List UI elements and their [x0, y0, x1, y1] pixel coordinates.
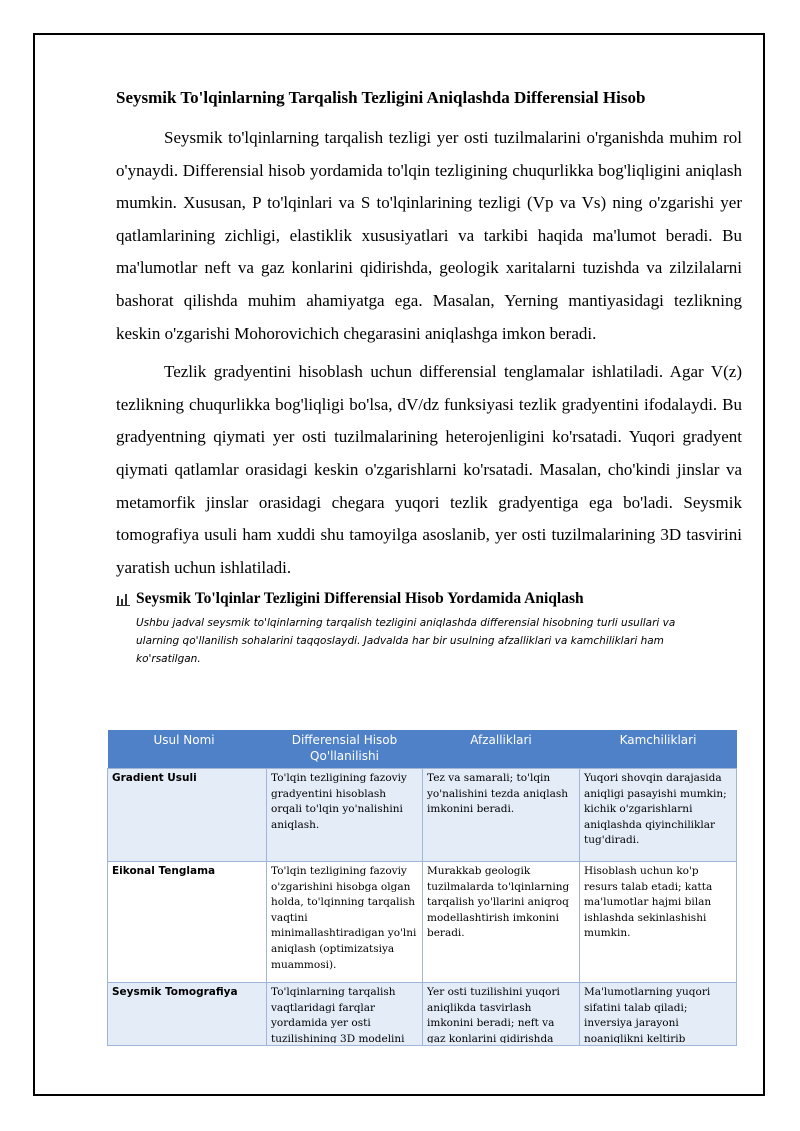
- table-cell: [423, 983, 580, 1046]
- table-cell: Murakkab geologik tuzilmalarda to'lqinlarning tarqalish yo'llarini aniqroq modellashtirish imkonini beradi.: [423, 862, 580, 983]
- document-body: [116, 88, 742, 668]
- cell-text: Ma'lumotlarning yuqori sifatini talab qiladi; inversiya jarayoni noaniqlikni keltirib: [584, 986, 711, 1043]
- method-name-cell: Gradient Usuli: [108, 769, 267, 862]
- header-cell: Afzalliklari: [423, 730, 580, 769]
- cell-text: Seysmik Tomografiya: [112, 986, 238, 998]
- methods-table: [107, 730, 737, 1046]
- method-name-cell: Eikonal Tenglama: [108, 862, 267, 983]
- method-name-cell: [108, 983, 267, 1046]
- table-title: Seysmik To'lqinlar Tezligini Differensial Hisob Yordamida Aniqlash: [136, 590, 584, 608]
- table-cell: Hisoblash uchun ko'p resurs talab etadi; katta ma'lumotlar hajmi bilan ishlashda sekinlashishi mumkin.: [580, 862, 737, 983]
- table-cell: Tez va samarali; to'lqin yo'nalishini tezda aniqlash imkonini beradi.: [423, 769, 580, 862]
- paragraph-1: Seysmik to'lqinlarning tarqalish tezligi yer osti tuzilmalarini o'rganishda muhim rol o'ynaydi. Differensial hisob yordamida to'lqin tezligining chuqurlikka bog'liqligini aniqlash mumkin. Xususan, P to'lqinlari va S to'lqinlarining tezligi (Vp va Vs) ning o'zgarishi yer qatlamlarining zichligi, elastiklik xususiyatlari va tarkibi haqida ma'lumot beradi. Bu ma'lumotlar neft va gaz konlarini qidirishda, geologik xaritalarni tuzishda va zilzilalarni bashorat qilishda muhim ahamiyatga ega. Masalan, Yerning mantiyasidagi tezlikning keskin o'zgarishi Mohorovichich chegarasini aniqlashga imkon beradi.: [116, 128, 742, 343]
- header-cell: Kamchiliklari: [580, 730, 737, 769]
- table-description: Ushbu jadval seysmik to'lqinlarning tarqalish tezligini aniqlashda differensial hisobning turli usullari va ularning qo'llanilish sohalarini taqqoslaydi. Jadvalda har bir usulning afzalliklari va kamchiliklari ham ko'rsatilgan.: [136, 617, 676, 666]
- table-row: [108, 769, 737, 862]
- header-cell: Differensial Hisob Qo'llanilishi: [267, 730, 423, 769]
- document-title: Seysmik To'lqinlarning Tarqalish Tezligini Aniqlashda Differensial Hisob: [116, 88, 646, 107]
- table-cell: [267, 983, 423, 1046]
- table-row: [108, 862, 737, 983]
- bar-chart-icon: [116, 593, 130, 606]
- cell-text: To'lqinlarning tarqalish vaqtlaridagi farqlar yordamida yer osti tuzilishining 3D modelini: [271, 986, 405, 1043]
- table-header-row: [108, 730, 737, 769]
- table-cell: Yuqori shovqin darajasida aniqligi pasayishi mumkin; kichik o'zgarishlarni aniqlashda qiyinchiliklar tug'diradi.: [580, 769, 737, 862]
- table-row: [108, 983, 737, 1046]
- table-cell: To'lqin tezligining fazoviy o'zgarishini hisobga olgan holda, to'lqinning tarqalish vaqtini minimallashtiradigan yo'lni aniqlash (optimizatsiya muammosi).: [267, 862, 423, 983]
- table-cell: To'lqin tezligining fazoviy gradyentini hisoblash orqali to'lqin yo'nalishini aniqlash.: [267, 769, 423, 862]
- header-cell: Usul Nomi: [108, 730, 267, 769]
- cell-text: Yer osti tuzilishini yuqori aniqlikda tasvirlash imkonini beradi; neft va gaz konlarini qidirishda: [427, 986, 560, 1043]
- table-heading: [116, 590, 742, 608]
- paragraph-2: Tezlik gradyentini hisoblash uchun differensial tenglamalar ishlatiladi. Agar V(z) tezlikning chuqurlikka bog'liqligi bo'lsa, dV/dz funksiyasi tezlik gradyentini ifodalaydi. Bu gradyentning qiymati yer osti tuzilmalarining heterojenligini ko'rsatadi. Yuqori gradyent qiymati qatlamlar orasidagi keskin o'zgarishlarni ko'rsatadi. Masalan, cho'kindi jinslar va metamorfik jinslar orasidagi chegara yuqori tezlik gradyentiga ega bo'ladi. Seysmik tomografiya usuli ham xuddi shu tamoyilga asoslanib, yer osti tuzilmalarining 3D tasvirini yaratish uchun ishlatiladi.: [116, 362, 742, 577]
- table-cell: [580, 983, 737, 1046]
